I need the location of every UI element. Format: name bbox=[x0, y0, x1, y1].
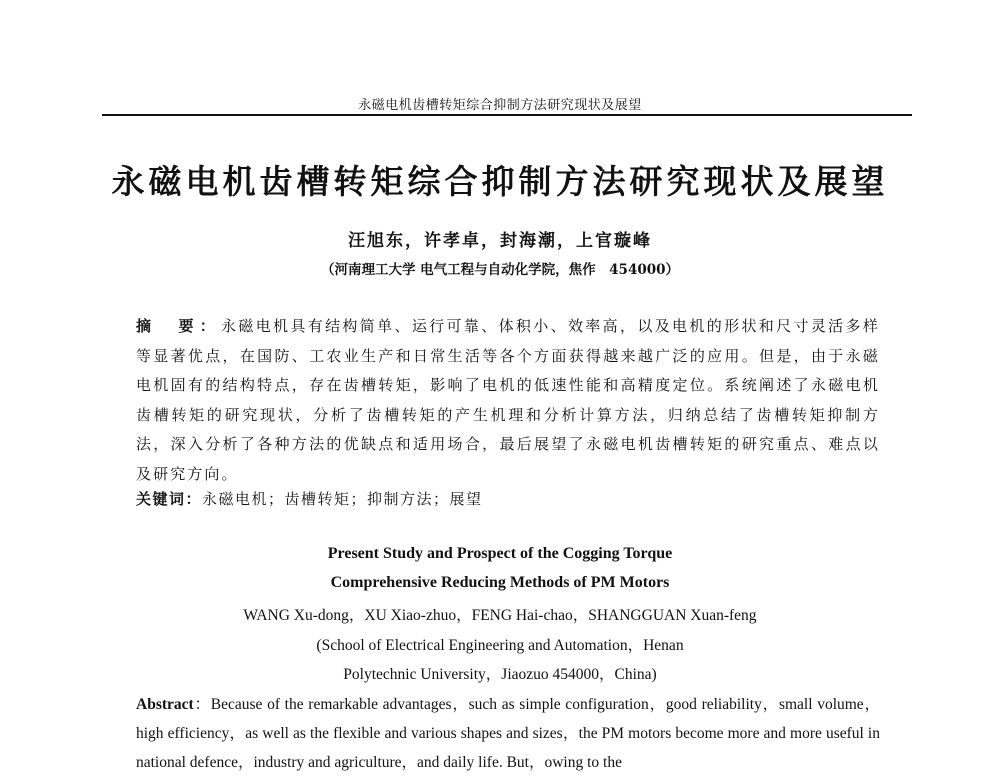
affiliation-cn: （河南理工大学 电气工程与自动化学院，焦作 454000） bbox=[320, 262, 680, 278]
keywords-cn-text: 永磁电机；齿槽转矩；抑制方法；展望 bbox=[202, 490, 483, 508]
abstract-cn bbox=[136, 312, 880, 489]
paper-title-cn: 永磁电机齿槽转矩综合抑制方法研究现状及展望 bbox=[111, 162, 889, 201]
affiliation-en-line2: Polytechnic University，Jiaozuo 454000，China) bbox=[343, 666, 657, 683]
abstract-cn-label: 摘 要： bbox=[136, 317, 221, 335]
keywords-cn bbox=[136, 488, 880, 509]
authors-cn: 汪旭东，许孝卓，封海潮，上官璇峰 bbox=[348, 231, 652, 251]
abstract-en bbox=[136, 690, 880, 777]
paper-title-en-line2: Comprehensive Reducing Methods of PM Motors bbox=[330, 574, 670, 591]
keywords-cn-label: 关键词： bbox=[136, 490, 203, 508]
running-head: 永磁电机齿槽转矩综合抑制方法研究现状及展望 bbox=[358, 98, 642, 113]
abstract-cn-text: 永磁电机具有结构简单、运行可靠、体积小、效率高，以及电机的形状和尺寸灵活多样等显著优点，在国防、工农业生产和日常生活等各个方面获得越来越广泛的应用。但是，由于永磁电机固有的结构特点，存在齿槽转矩，影响了电机的低速性能和高精度定位。系统阐述了永磁电机齿槽转矩的研究现状，分析了齿槽转矩的产生机理和分析计算方法，归纳总结了齿槽转矩抑制方法，深入分析了各种方法的优缺点和适用场合，最后展望了永磁电机齿槽转矩的研究重点、难点以及研究方向。 bbox=[136, 317, 880, 483]
abstract-en-label: Abstract bbox=[136, 696, 194, 713]
affiliation-en-line1: (School of Electrical Engineering and Automation，Henan bbox=[316, 637, 684, 654]
header-rule bbox=[102, 114, 912, 116]
abstract-en-text: ：Because of the remarkable advantages，such as simple configuration，good reliability，small volume，high efficiency，as well as the flexible and various shapes and sizes，the PM motors become more and more useful in national defence，industry and agriculture，and daily life. But，owing to the bbox=[136, 696, 880, 771]
authors-en: WANG Xu-dong，XU Xiao-zhuo，FENG Hai-chao，SHANGGUAN Xuan-feng bbox=[243, 607, 757, 624]
paper-title-en-line1: Present Study and Prospect of the Cogging Torque bbox=[327, 545, 673, 562]
